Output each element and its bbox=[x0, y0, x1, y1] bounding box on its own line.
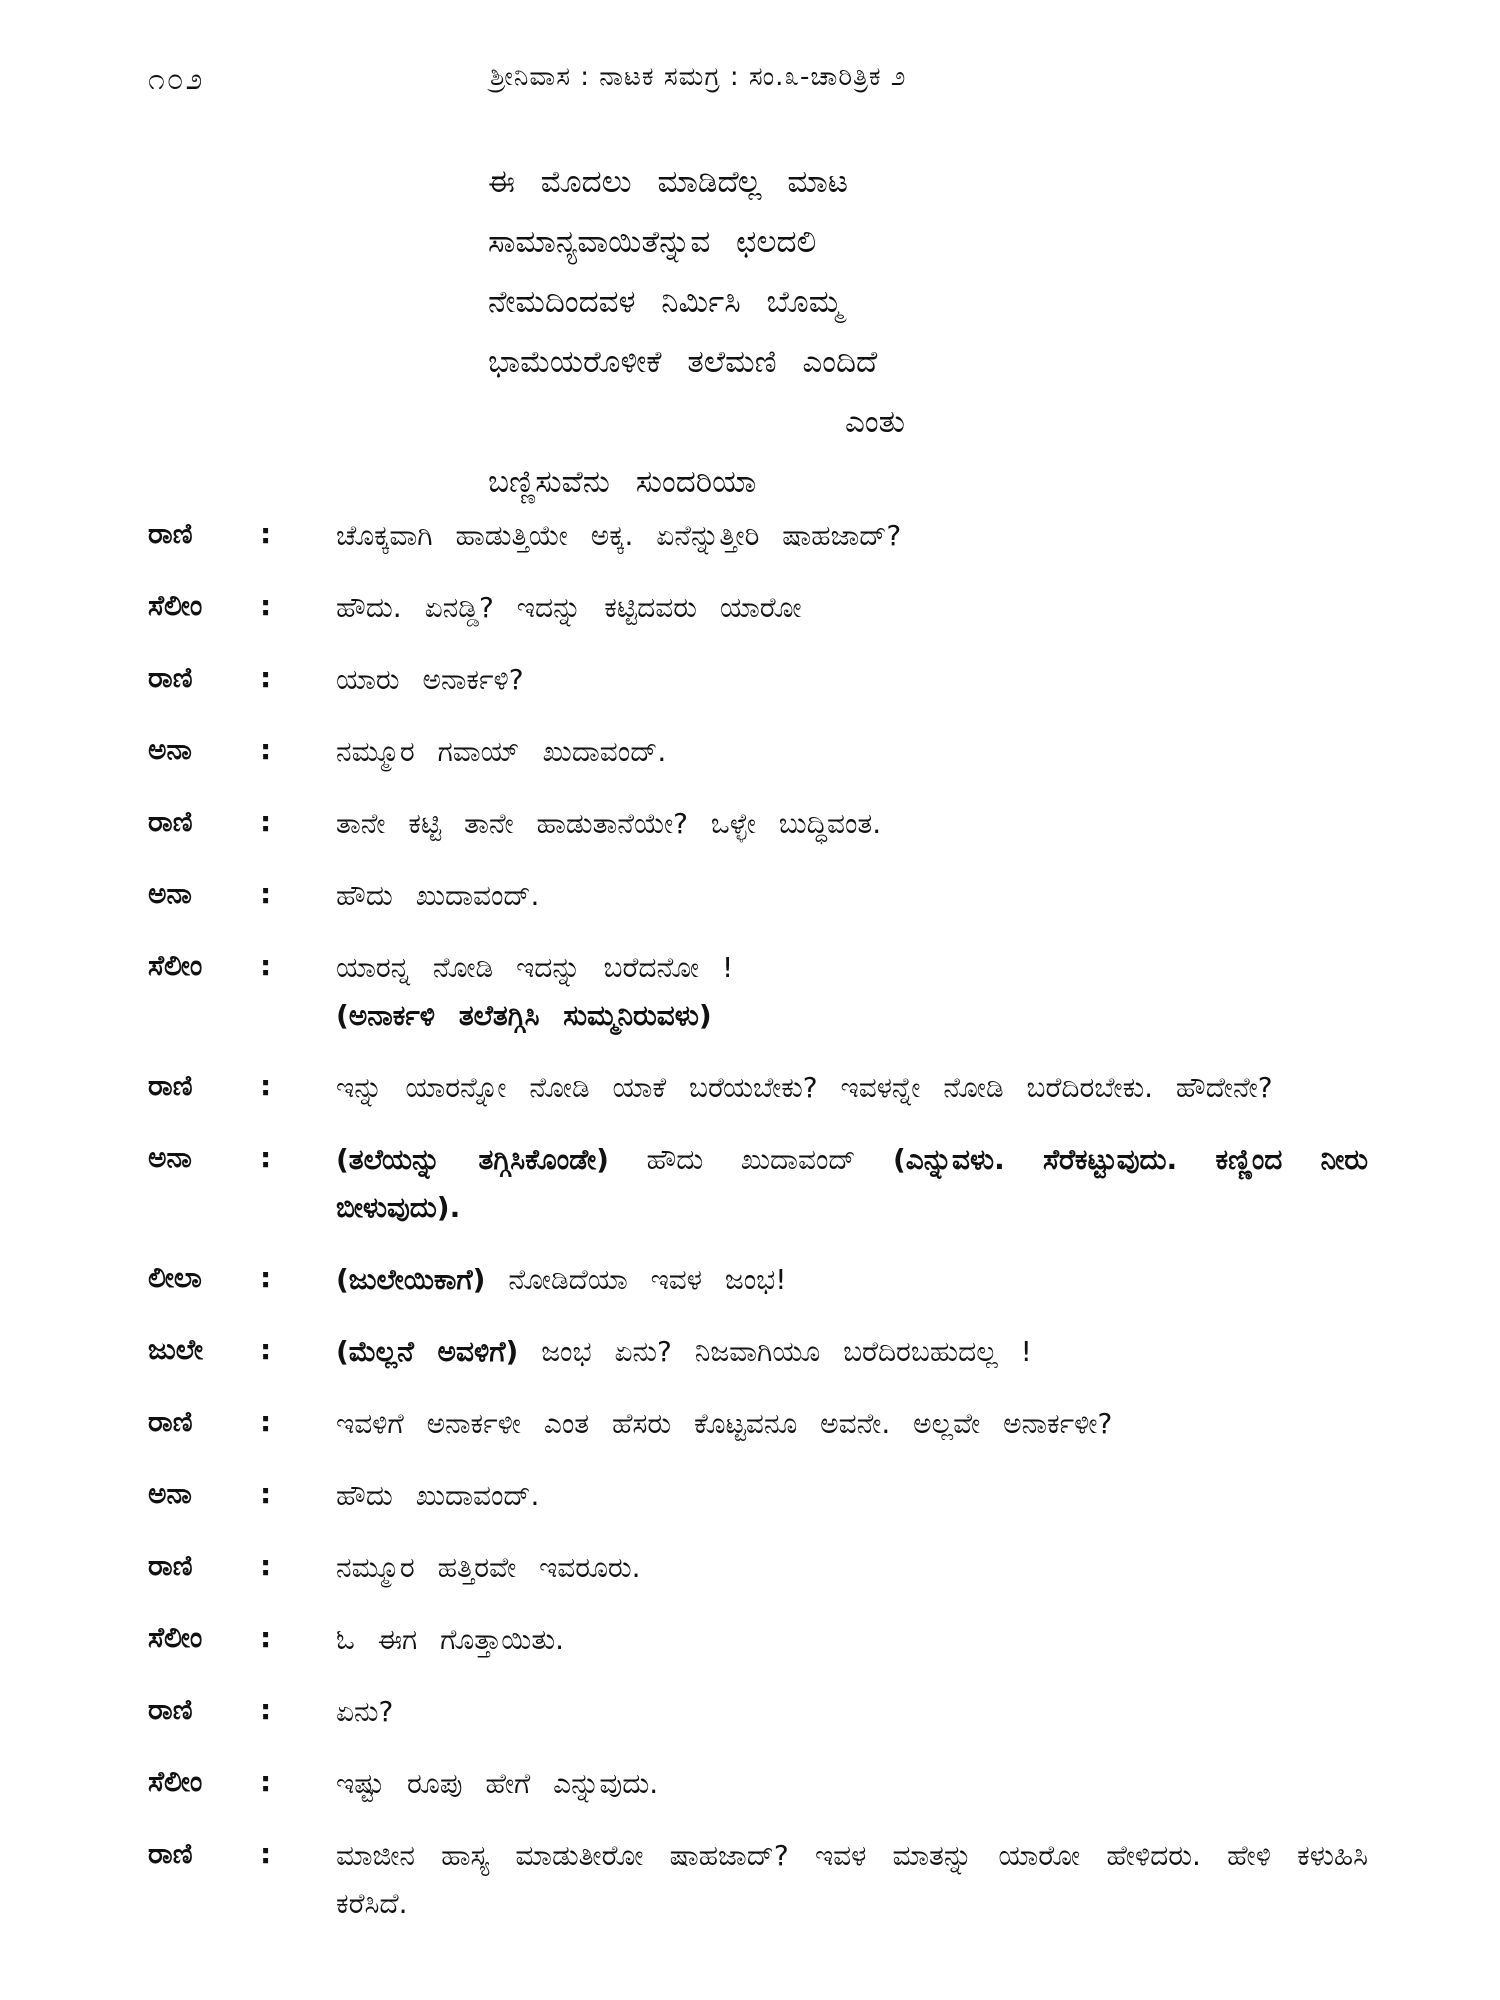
dialogue-turn bbox=[148, 728, 1368, 776]
speaker-name: ರಾಣಿ bbox=[148, 1069, 193, 1102]
speaker-name: ಸೆಲೀಂ bbox=[148, 949, 203, 982]
speaker-colon: : bbox=[260, 949, 272, 982]
speaker-name: ಅನಾ bbox=[148, 1141, 192, 1174]
dialogue-text bbox=[336, 1256, 1368, 1304]
speaker-name: ರಾಣಿ bbox=[148, 661, 193, 694]
song-verse bbox=[488, 152, 1248, 512]
dialogue-text bbox=[336, 512, 1368, 560]
spoken-line: ಮಾಜೀನ ಹಾಸ್ಯ ಮಾಡುತೀರೋ ಷಾಹಜಾದ್? ಇವಳ ಮಾತನ್ನು ಯಾರೋ ಹೇಳಿದರು. ಹೇಳಿ ಕಳುಹಿಸಿ ಕರೆಸಿದೆ. bbox=[336, 1839, 1368, 1920]
speaker-colon: : bbox=[260, 1069, 272, 1102]
spoken-line: ಯಾರನ್ನ ನೋಡಿ ಇದನ್ನು ಬರೆದನೋ ! bbox=[336, 951, 734, 984]
spoken-line: ಇನ್ನು ಯಾರನ್ನೋ ನೋಡಿ ಯಾಕೆ ಬರೆಯಬೇಕು? ಇವಳನ್ನೇ ನೋಡಿ ಬರೆದಿರಬೇಕು. ಹೌದೇನೇ? bbox=[336, 1071, 1273, 1104]
speaker-name: ಲೀಲಾ bbox=[148, 1261, 202, 1294]
speaker-colon: : bbox=[260, 589, 272, 622]
verse-line: ಭಾಮೆಯರೊಳೀಕೆ ತಲೆಮಣಿ ಎಂದಿದೆ bbox=[488, 344, 878, 380]
dialogue-text bbox=[336, 1544, 1368, 1592]
dialogue-list bbox=[148, 512, 1368, 1952]
stage-direction: (ಅನಾರ್ಕಳಿ ತಲೆತಗ್ಗಿಸಿ ಸುಮ್ಮನಿರುವಳು) bbox=[336, 999, 712, 1032]
speaker-colon: : bbox=[260, 1405, 272, 1438]
spoken-line: ಹೌದು ಖುದಾವಂದ್. bbox=[336, 1479, 540, 1512]
speaker-colon: : bbox=[260, 1549, 272, 1582]
speaker-colon: : bbox=[260, 517, 272, 550]
dialogue-text bbox=[336, 1760, 1368, 1808]
speaker-colon: : bbox=[260, 1693, 272, 1726]
speaker-name: ರಾಣಿ bbox=[148, 1837, 193, 1870]
dialogue-turn bbox=[148, 1688, 1368, 1736]
speaker-name: ಅನಾ bbox=[148, 733, 192, 766]
dialogue-turn bbox=[148, 1136, 1368, 1232]
spoken-line: ಇಷ್ಟು ರೂಪು ಹೇಗೆ ಎನ್ನುವುದು. bbox=[336, 1767, 659, 1800]
dialogue-turn bbox=[148, 656, 1368, 704]
dialogue-turn bbox=[148, 512, 1368, 560]
speaker-colon: : bbox=[260, 1333, 272, 1366]
verse-line: ನೇಮದಿಂದವಳ ನಿರ್ಮಿಸಿ ಬೊಮ್ಮ bbox=[488, 284, 843, 320]
speaker-name: ರಾಣಿ bbox=[148, 1549, 193, 1582]
dialogue-text bbox=[336, 1064, 1368, 1112]
dialogue-turn bbox=[148, 1400, 1368, 1448]
verse-line: ಸಾಮಾನ್ಯವಾಯಿತೆನ್ನುವ ಛಲದಲಿ bbox=[488, 224, 817, 260]
dialogue-turn bbox=[148, 1832, 1368, 1928]
spoken-line: ಯಾರು ಅನಾರ್ಕಳಿ? bbox=[336, 663, 524, 696]
speaker-name: ಜುಲೇ bbox=[148, 1333, 204, 1366]
dialogue-turn bbox=[148, 944, 1368, 1040]
dialogue-text bbox=[336, 800, 1368, 848]
speaker-name: ಸೆಲೀಂ bbox=[148, 589, 203, 622]
dialogue-text bbox=[336, 1688, 1368, 1736]
spoken-line: ಹೌದು ಖುದಾವಂದ್. bbox=[336, 879, 540, 912]
stage-direction: (ಜುಲೇಯಿಕಾಗೆ) bbox=[336, 1263, 486, 1296]
dialogue-text bbox=[336, 1472, 1368, 1520]
speaker-name: ರಾಣಿ bbox=[148, 805, 193, 838]
speaker-colon: : bbox=[260, 805, 272, 838]
dialogue-turn bbox=[148, 584, 1368, 632]
dialogue-turn bbox=[148, 1064, 1368, 1112]
running-title: ಶ್ರೀನಿವಾಸ : ನಾಟಕ ಸಮಗ್ರ : ಸಂ.೩-ಚಾರಿತ್ರಿಕ ೨ bbox=[490, 62, 907, 92]
speaker-name: ಸೆಲೀಂ bbox=[148, 1765, 203, 1798]
dialogue-text bbox=[336, 584, 1368, 632]
dialogue-turn bbox=[148, 800, 1368, 848]
dialogue-turn bbox=[148, 1328, 1368, 1376]
speaker-name: ರಾಣಿ bbox=[148, 517, 193, 550]
stage-direction: (ತಲೆಯನ್ನು ತಗ್ಗಿಸಿಕೊಂಡೇ) bbox=[336, 1143, 609, 1176]
speaker-colon: : bbox=[260, 1261, 272, 1294]
dialogue-turn bbox=[148, 1760, 1368, 1808]
speaker-colon: : bbox=[260, 1765, 272, 1798]
page-number: ೧೦೨ bbox=[148, 62, 205, 97]
dialogue-turn bbox=[148, 1256, 1368, 1304]
spoken-line: ಏನು? bbox=[336, 1695, 394, 1728]
dialogue-turn bbox=[148, 1472, 1368, 1520]
dialogue-text bbox=[336, 1400, 1368, 1448]
spoken-line: ಜಂಭ ಏನು? ನಿಜವಾಗಿಯೂ ಬರೆದಿರಬಹುದಲ್ಲ ! bbox=[541, 1335, 1032, 1368]
speaker-name: ಅನಾ bbox=[148, 1477, 192, 1510]
speaker-name: ಸೆಲೀಂ bbox=[148, 1621, 203, 1654]
dialogue-turn bbox=[148, 872, 1368, 920]
spoken-line: ನಮ್ಮೂರ ಹತ್ತಿರವೇ ಇವರೂರು. bbox=[336, 1551, 641, 1584]
stage-direction: (ಎನ್ನುವಳು. ಸೆರೆಕಟ್ಟುವುದು. ಕಣ್ಣಿಂದ ನೀರು ಬೀಳುವುದು). bbox=[336, 1143, 1368, 1224]
speaker-colon: : bbox=[260, 1621, 272, 1654]
dialogue-text bbox=[336, 656, 1368, 704]
verse-line: ಈ ಮೊದಲು ಮಾಡಿದೆಲ್ಲ ಮಾಟ bbox=[488, 164, 849, 200]
dialogue-text bbox=[336, 872, 1368, 920]
speaker-name: ರಾಣಿ bbox=[148, 1693, 193, 1726]
dialogue-text bbox=[336, 1832, 1368, 1928]
spoken-line: ನೋಡಿದೆಯಾ ಇವಳ ಜಂಭ! bbox=[508, 1263, 787, 1296]
speaker-colon: : bbox=[260, 661, 272, 694]
dialogue-text bbox=[336, 944, 1368, 1040]
spoken-line: ಹೌದು ಖುದಾವಂದ್ bbox=[646, 1143, 856, 1176]
spoken-line: ನಮ್ಮೂರ ಗವಾಯ್ ಖುದಾವಂದ್. bbox=[336, 735, 667, 768]
speaker-colon: : bbox=[260, 877, 272, 910]
spoken-line: ಚೊಕ್ಕವಾಗಿ ಹಾಡುತ್ತಿಯೇ ಅಕ್ಕ. ಏನೆನ್ನುತ್ತೀರಿ ಷಾಹಜಾದ್? bbox=[336, 519, 902, 552]
dialogue-text bbox=[336, 1616, 1368, 1664]
page-header bbox=[0, 56, 1500, 106]
dialogue-text bbox=[336, 1328, 1368, 1376]
dialogue-text bbox=[336, 728, 1368, 776]
verse-line: ಬಣ್ಣಿಸುವೆನು ಸುಂದರಿಯಾ bbox=[488, 464, 757, 500]
stage-direction: (ಮೆಲ್ಲನೆ ಅವಳಿಗೆ) bbox=[336, 1335, 519, 1368]
dialogue-text bbox=[336, 1136, 1368, 1232]
speaker-colon: : bbox=[260, 733, 272, 766]
spoken-line: ತಾನೇ ಕಟ್ಟಿ ತಾನೇ ಹಾಡುತಾನೆಯೇ? ಒಳ್ಳೇ ಬುದ್ಧಿವಂತ. bbox=[336, 807, 882, 840]
spoken-line: ಇವಳಿಗೆ ಅನಾರ್ಕಳೀ ಎಂತ ಹೆಸರು ಕೊಟ್ಟವನೂ ಅವನೇ. ಅಲ್ಲವೇ ಅನಾರ್ಕಳೀ? bbox=[336, 1407, 1113, 1440]
speaker-colon: : bbox=[260, 1837, 272, 1870]
verse-line: ಎಂತು bbox=[845, 404, 905, 440]
spoken-line: ಓ ಈಗ ಗೊತ್ತಾಯಿತು. bbox=[336, 1623, 565, 1656]
speaker-colon: : bbox=[260, 1477, 272, 1510]
dialogue-turn bbox=[148, 1616, 1368, 1664]
spoken-line: ಹೌದು. ಏನಡ್ಡಿ? ಇದನ್ನು ಕಟ್ಟಿದವರು ಯಾರೋ bbox=[336, 591, 802, 624]
dialogue-turn bbox=[148, 1544, 1368, 1592]
speaker-name: ಅನಾ bbox=[148, 877, 192, 910]
speaker-name: ರಾಣಿ bbox=[148, 1405, 193, 1438]
speaker-colon: : bbox=[260, 1141, 272, 1174]
